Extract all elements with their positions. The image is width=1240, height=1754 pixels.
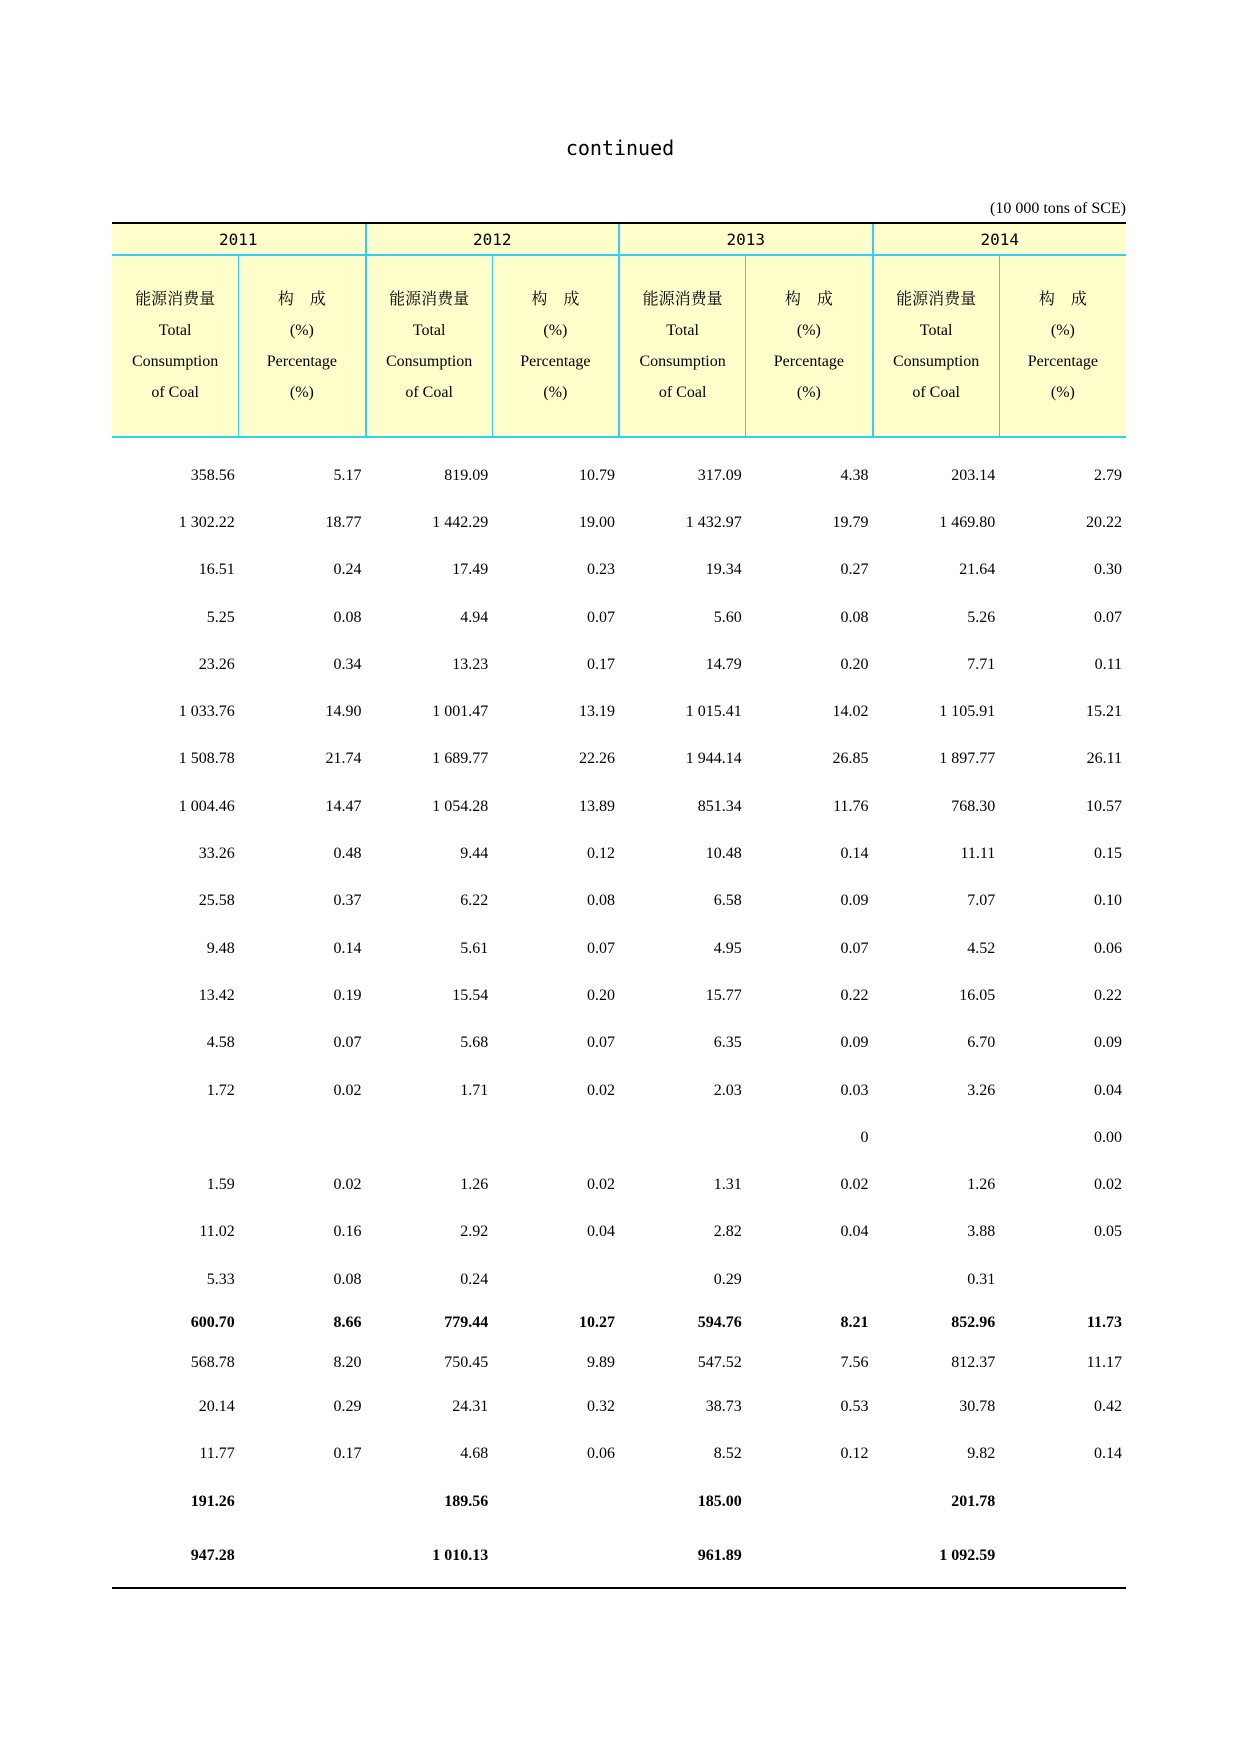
table-row [112,1114,1126,1161]
header-line: Consumption [386,353,473,370]
total-cell: 6.58 [713,892,742,910]
total-cell: 4.94 [460,608,489,626]
total-consumption-header [619,255,746,437]
total-cell: 750.45 [444,1354,489,1372]
header-line: (%) [543,384,568,401]
total-cell: 189.56 [444,1492,489,1510]
total-cell: 7.71 [967,655,996,673]
percentage-cell: 2.79 [1094,466,1122,484]
table-row [112,783,1126,830]
percentage-cell: 13.19 [579,703,615,721]
percentage-cell: 0.53 [840,1397,869,1415]
total-cell: 5.61 [460,939,489,957]
total-cell: 4.58 [206,1034,235,1052]
table-row [112,1343,1126,1383]
percentage-cell: 0.02 [1094,1176,1122,1194]
percentage-cell: 0.12 [587,845,615,863]
percentage-cell: 0.14 [1094,1445,1122,1463]
percentage-cell: 0.22 [1094,986,1122,1004]
table-row [112,437,1126,499]
header-line: Percentage [1027,353,1098,370]
total-cell: 191.26 [190,1492,235,1510]
total-cell: 4.95 [713,939,742,957]
table-row [112,830,1126,877]
percentage-cell: 0.08 [587,892,615,910]
year-header-row [112,223,1126,255]
total-cell: 3.88 [967,1223,996,1241]
total-cell: 16.05 [959,986,996,1004]
percentage-cell [746,1478,873,1525]
percentage-cell: 9.89 [587,1354,615,1372]
percentage-cell: 0.22 [840,986,869,1004]
total-cell: 1 033.76 [178,703,235,721]
percentage-cell [492,1114,619,1161]
percentage-cell: 0.14 [333,939,362,957]
percentage-cell: 0.05 [1094,1223,1122,1241]
total-cell: 17.49 [452,561,489,579]
total-cell: 1 105.91 [939,703,996,721]
year-header: 2014 [873,223,1127,255]
total-cell: 947.28 [112,1525,239,1588]
percentage-cell: 0.04 [840,1223,869,1241]
table-row [112,641,1126,688]
percentage-cell: 19.79 [832,513,869,531]
percentage-cell: 4.38 [840,466,869,484]
total-cell: 16.51 [198,561,235,579]
table-row [112,1256,1126,1303]
total-cell: 33.26 [198,845,235,863]
percentage-cell: 0.23 [587,561,615,579]
total-cell: 2.82 [713,1223,742,1241]
percentage-cell: 20.22 [1086,513,1122,531]
total-cell: 768.30 [951,797,996,815]
total-cell: 4.68 [460,1445,489,1463]
header-line: Total [666,322,699,339]
total-cell: 14.79 [705,655,742,673]
total-cell: 8.52 [713,1445,742,1463]
header-line: 构 成 [277,291,326,308]
percentage-cell: 0.02 [587,1176,615,1194]
header-line: Consumption [132,353,219,370]
percentage-cell: 0.09 [840,892,869,910]
total-cell: 1 469.80 [939,513,996,531]
total-cell [366,1114,493,1161]
percentage-cell: 0.20 [587,986,615,1004]
percentage-cell: 0.32 [587,1397,615,1415]
total-cell: 5.26 [967,608,996,626]
total-cell: 13.42 [198,986,235,1004]
percentage-cell [999,1256,1126,1303]
total-cell: 21.64 [959,561,996,579]
total-cell: 568.78 [190,1354,235,1372]
percentage-cell: 0.07 [333,1034,362,1052]
total-cell: 7.07 [967,892,996,910]
percentage-cell: 26.85 [832,750,869,768]
percentage-cell [746,1525,873,1588]
table-row [112,1383,1126,1430]
percentage-cell: 11.76 [833,797,869,815]
percentage-cell [239,1525,366,1588]
table-row [112,1209,1126,1256]
percentage-cell: 0.12 [840,1445,869,1463]
page-title: continued [565,136,675,160]
percentage-cell: 0.24 [333,561,362,579]
percentage-cell: 0.14 [840,845,869,863]
total-cell: 961.89 [619,1525,746,1588]
percentage-cell: 0 [860,1128,869,1146]
percentage-cell: 19.00 [579,513,615,531]
total-cell [873,1114,1000,1161]
percentage-cell: 0.27 [840,561,869,579]
percentage-cell: 0.07 [840,939,869,957]
percentage-cell: 10.79 [579,466,615,484]
column-header-row [112,255,1126,437]
percentage-cell: 0.15 [1094,845,1122,863]
total-cell: 1 004.46 [178,797,235,815]
total-cell: 600.70 [190,1314,235,1332]
total-cell: 11.02 [199,1223,235,1241]
header-line: of Coal [405,384,453,401]
total-cell: 1 054.28 [432,797,489,815]
header-line: Total [412,322,446,339]
percentage-cell: 0.29 [333,1397,362,1415]
percentage-cell [492,1525,619,1588]
percentage-cell [492,1478,619,1525]
total-cell: 0.24 [460,1270,489,1288]
percentage-cell: 0.34 [333,655,362,673]
total-cell: 15.77 [705,986,742,1004]
table-row [112,1067,1126,1114]
percentage-cell: 0.17 [333,1445,362,1463]
total-cell: 1 001.47 [432,703,489,721]
percentage-cell: 7.56 [840,1354,869,1372]
percentage-cell: 22.26 [579,750,615,768]
total-cell: 6.35 [713,1034,742,1052]
table-row [112,1525,1126,1588]
percentage-cell: 0.16 [333,1223,362,1241]
table-row [112,1303,1126,1343]
table-row [112,1431,1126,1478]
total-cell: 5.68 [460,1034,489,1052]
total-cell: 19.34 [705,561,742,579]
total-cell: 5.33 [206,1270,235,1288]
total-cell: 25.58 [198,892,235,910]
total-cell: 1.59 [206,1176,235,1194]
percentage-cell: 26.11 [1086,750,1122,768]
percentage-cell [746,1256,873,1303]
percentage-cell: 0.17 [587,655,615,673]
percentage-cell: 0.03 [840,1081,869,1099]
total-cell: 20.14 [198,1397,235,1415]
unit-label: (10 000 tons of SCE) [990,200,1126,217]
total-cell: 1 010.13 [366,1525,493,1588]
table-row [112,1020,1126,1067]
header-line: Total [158,322,192,339]
total-cell: 1 092.59 [873,1525,1000,1588]
total-cell: 1.26 [967,1176,996,1194]
header-line: 构 成 [1038,291,1087,308]
header-line: 能源消费量 [389,291,470,308]
total-cell: 1 015.41 [685,703,742,721]
total-cell [112,1114,239,1161]
total-cell: 819.09 [444,466,489,484]
total-cell: 6.70 [967,1034,996,1052]
percentage-cell: 0.07 [587,1034,615,1052]
total-consumption-header [873,255,1000,437]
header-line: 构 成 [784,291,833,308]
percentage-cell: 10.57 [1086,797,1122,815]
header-line: of Coal [658,384,707,401]
total-cell: 10.48 [705,845,742,863]
percentage-cell: 0.10 [1094,892,1122,910]
percentage-cell: 11.17 [1086,1354,1122,1372]
percentage-header [492,255,619,437]
total-cell: 201.78 [951,1492,996,1510]
percentage-cell: 0.08 [840,608,869,626]
percentage-cell: 0.07 [587,939,615,957]
header-line: 能源消费量 [642,291,723,308]
total-cell: 185.00 [697,1492,742,1510]
total-cell: 38.73 [705,1397,742,1415]
total-cell: 1 689.77 [432,750,489,768]
header-line: (%) [543,322,568,339]
total-cell: 0.29 [713,1270,742,1288]
table-row [112,1161,1126,1208]
table-row [112,736,1126,783]
total-cell: 24.31 [452,1397,489,1415]
total-cell: 11.11 [960,845,996,863]
percentage-header [999,255,1126,437]
header-line: Consumption [893,353,980,370]
total-cell: 0.31 [967,1270,996,1288]
total-cell: 30.78 [959,1397,996,1415]
table-row [112,972,1126,1019]
percentage-cell: 0.07 [587,608,615,626]
header-line: Percentage [773,353,844,370]
table-row [112,1478,1126,1525]
percentage-cell: 0.02 [587,1081,615,1099]
percentage-cell [999,1525,1126,1588]
percentage-cell: 0.08 [333,1270,362,1288]
percentage-cell: 8.20 [333,1354,362,1372]
total-cell: 851.34 [697,797,742,815]
percentage-cell: 14.02 [832,703,869,721]
total-cell: 5.25 [206,608,235,626]
table-row [112,688,1126,735]
total-cell: 1 442.29 [432,513,489,531]
total-cell: 203.14 [951,466,996,484]
percentage-cell: 0.02 [333,1081,362,1099]
percentage-cell: 0.19 [333,986,362,1004]
total-cell: 23.26 [198,655,235,673]
percentage-cell: 0.00 [1094,1128,1122,1146]
total-cell: 852.96 [951,1314,996,1332]
percentage-cell: 0.48 [333,845,362,863]
total-cell: 779.44 [444,1314,489,1332]
header-line: 能源消费量 [135,291,216,308]
percentage-cell: 0.02 [333,1176,362,1194]
total-cell: 812.37 [951,1354,996,1372]
table-row [112,925,1126,972]
year-header: 2011 [112,223,366,255]
percentage-cell: 14.47 [325,797,362,815]
total-cell: 9.44 [460,845,489,863]
header-line: (%) [289,322,314,339]
total-cell: 1 897.77 [939,750,996,768]
total-cell: 11.77 [199,1445,235,1463]
header-line: Consumption [639,353,726,370]
percentage-header [746,255,873,437]
percentage-cell: 8.21 [840,1314,869,1332]
header-line: of Coal [151,384,199,401]
percentage-cell [239,1114,366,1161]
percentage-cell: 5.17 [333,466,362,484]
percentage-header [239,255,366,437]
percentage-cell: 13.89 [579,797,615,815]
percentage-cell: 0.06 [1094,939,1122,957]
table-body [112,437,1126,1588]
year-header: 2013 [619,223,873,255]
total-cell [619,1114,746,1161]
table-row [112,547,1126,594]
total-cell: 5.60 [713,608,742,626]
percentage-cell: 0.30 [1094,561,1122,579]
total-consumption-header [112,255,239,437]
total-cell: 9.48 [206,939,235,957]
total-cell: 13.23 [452,655,489,673]
header-line: Total [919,322,953,339]
percentage-cell: 0.04 [1094,1081,1122,1099]
percentage-cell: 0.09 [840,1034,869,1052]
total-cell: 594.76 [697,1314,742,1332]
percentage-cell: 14.90 [325,703,362,721]
total-cell: 358.56 [190,466,235,484]
total-cell: 15.54 [452,986,489,1004]
total-cell: 3.26 [967,1081,996,1099]
header-line: 构 成 [531,291,580,308]
percentage-cell [999,1478,1126,1525]
percentage-cell: 0.06 [587,1445,615,1463]
total-consumption-header [366,255,493,437]
total-cell: 2.92 [460,1223,489,1241]
header-line: (%) [1050,322,1075,339]
total-cell: 1 944.14 [685,750,742,768]
percentage-cell: 15.21 [1086,703,1122,721]
percentage-cell: 10.27 [579,1314,615,1332]
percentage-cell: 0.04 [587,1223,615,1241]
total-cell: 1 432.97 [685,513,742,531]
total-cell: 2.03 [713,1081,742,1099]
header-line: (%) [289,384,314,401]
header-line: 能源消费量 [896,291,977,308]
total-cell: 1 508.78 [178,750,235,768]
total-cell: 4.52 [967,939,996,957]
total-cell: 1.26 [460,1176,489,1194]
percentage-cell: 8.66 [333,1314,362,1332]
total-cell: 9.82 [967,1445,996,1463]
percentage-cell: 0.07 [1094,608,1122,626]
percentage-cell: 0.42 [1094,1397,1122,1415]
percentage-cell: 0.09 [1094,1034,1122,1052]
table-row [112,499,1126,546]
table-row [112,594,1126,641]
total-cell: 1.71 [460,1081,489,1099]
percentage-cell: 0.08 [333,608,362,626]
header-line: (%) [1050,384,1075,401]
percentage-cell: 0.02 [840,1176,869,1194]
total-cell: 6.22 [460,892,489,910]
percentage-cell: 18.77 [325,513,362,531]
percentage-cell [492,1256,619,1303]
percentage-cell: 0.37 [333,892,362,910]
table-row [112,878,1126,925]
header-line: (%) [796,384,821,401]
coal-consumption-table [112,222,1126,1589]
percentage-cell: 11.73 [1086,1314,1122,1332]
header-line: Percentage [520,353,591,370]
total-cell: 317.09 [697,466,742,484]
total-cell: 1.72 [206,1081,235,1099]
header-line: Percentage [266,353,337,370]
year-header: 2012 [366,223,620,255]
total-cell: 547.52 [697,1354,742,1372]
percentage-cell: 0.20 [840,655,869,673]
percentage-cell: 21.74 [325,750,362,768]
total-cell: 1 302.22 [178,513,235,531]
header-line: (%) [796,322,821,339]
total-cell: 1.31 [713,1176,742,1194]
percentage-cell [239,1478,366,1525]
percentage-cell: 0.11 [1094,655,1122,673]
header-line: of Coal [912,384,960,401]
